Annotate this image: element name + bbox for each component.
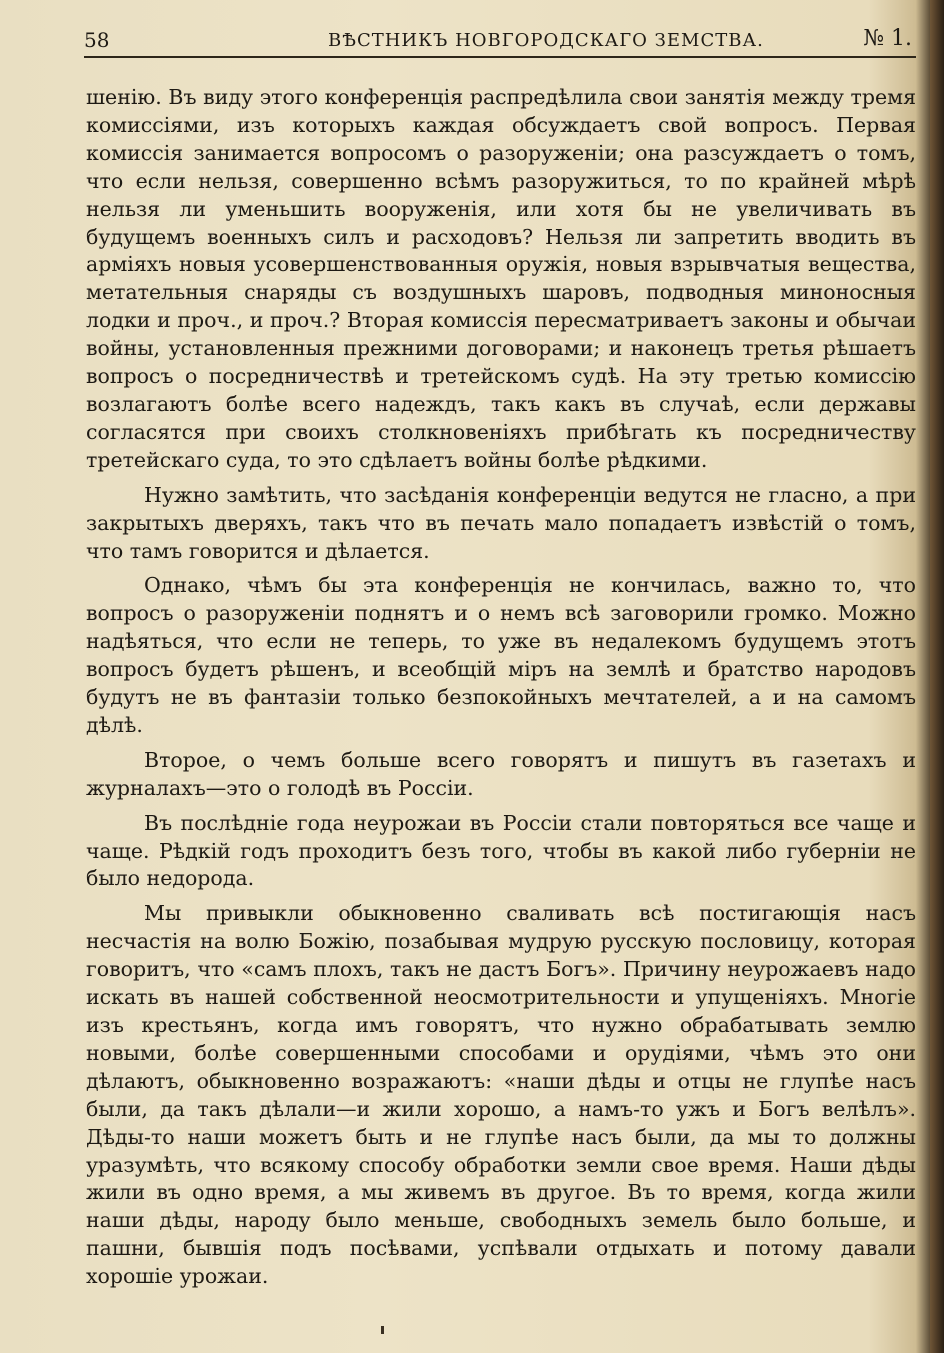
- book-spine-edge: [930, 0, 944, 1353]
- paragraph-3: Однако, чѣмъ бы эта конференція не кончилась, важно то, что вопросъ о разоруженіи поднятъ и о немъ всѣ заговорили громко. Можно надѣяться, что если не теперь, то уже въ недалекомъ будущемъ этотъ вопросъ будетъ рѣшенъ, и всеобщій міръ на землѣ и братство народовъ будутъ не въ фантазіи только безпокойныхъ мечтателей, а и на самомъ дѣлѣ.: [86, 573, 916, 737]
- journal-title: ВѢСТНИКЪ НОВГОРОДСКАГО ЗЕМСТВА.: [328, 30, 764, 51]
- header-rule: [84, 56, 916, 58]
- paragraph-2: Нужно замѣтить, что засѣданія конференціи ведутся не гласно, а при закрытыхъ дверяхъ, такъ что въ печать мало попадаетъ извѣстій о томъ, что тамъ говорится и дѣлается.: [86, 482, 916, 563]
- paragraph-4: Второе, о чемъ больше всего говорятъ и пишутъ въ газетахъ и журналахъ—это о голодѣ въ Россіи.: [86, 747, 916, 800]
- issue-number: № 1.: [863, 26, 912, 51]
- paragraph-1: шенію. Въ виду этого конференція распредѣлила свои занятія между тремя комиссіями, изъ которыхъ каждая обсуждаетъ свой вопросъ. Первая комиссія занимается вопросомъ о разоруженіи; она разсуждаетъ о томъ, что если нельзя, совершенно всѣмъ разоружиться, то по крайней мѣрѣ нельзя ли уменьшить вооруженія, или хотя бы не увеличивать въ будущемъ военныхъ силъ и расходовъ? Нельзя ли запретить вводить въ арміяхъ новыя усовершенствованныя оружія, новыя взрывчатыя вещества, метательныя снаряды съ воздушныхъ шаровъ, подводныя миноносныя лодки и проч., и проч.? Вторая комиссія пересматриваетъ законы и обычаи войны, установленныя прежними договорами; и наконецъ третья рѣшаетъ вопросъ о посредничествѣ и третейскомъ судѣ. На эту третью комиссію возлагаютъ болѣе всего надеждъ, такъ какъ въ случаѣ, если державы согласятся при своихъ столкновеніяхъ прибѣгать къ посредничеству третейскаго суда, то это сдѣлаетъ войны болѣе рѣдкими.: [86, 85, 916, 472]
- paragraph-6: Мы привыкли обыкновенно сваливать всѣ постигающія насъ несчастія на волю Божію, позабывая мудрую русскую пословицу, которая говоритъ, что «самъ плохъ, такъ не дастъ Богъ». Причину неурожаевъ надо искать въ нашей собственной неосмотрительности и упущеніяхъ. Многіе изъ крестьянъ, когда имъ говорятъ, что нужно обрабатывать землю новыми, болѣе совершенными способами и орудіями, чѣмъ это они дѣлаютъ, обыкновенно возражаютъ: «наши дѣды и отцы не глупѣе насъ были, да такъ дѣлали—и жили хорошо, а намъ-то ужъ и Богъ велѣлъ». Дѣды-то наши можетъ быть и не глупѣе насъ были, да мы то должны уразумѣть, что всякому способу обработки земли свое время. Наши дѣды жили въ одно время, а мы живемъ въ другое. Въ то время, когда жили наши дѣды, народу было меньше, свободныхъ земель было больше, и пашни, бывшія подъ посѣвами, успѣвали отдыхать и потому давали хорошіе урожаи.: [86, 901, 916, 1289]
- article-body: [86, 84, 916, 1298]
- paragraph-5: Въ послѣдніе года неурожаи въ Россіи стали повторяться все чаще и чаще. Рѣдкій годъ проходитъ безъ того, чтобы въ какой либо губерніи не было недорода.: [86, 810, 916, 891]
- page-header: [84, 24, 916, 58]
- print-mark: [381, 1326, 384, 1334]
- page-number: 58: [84, 28, 110, 52]
